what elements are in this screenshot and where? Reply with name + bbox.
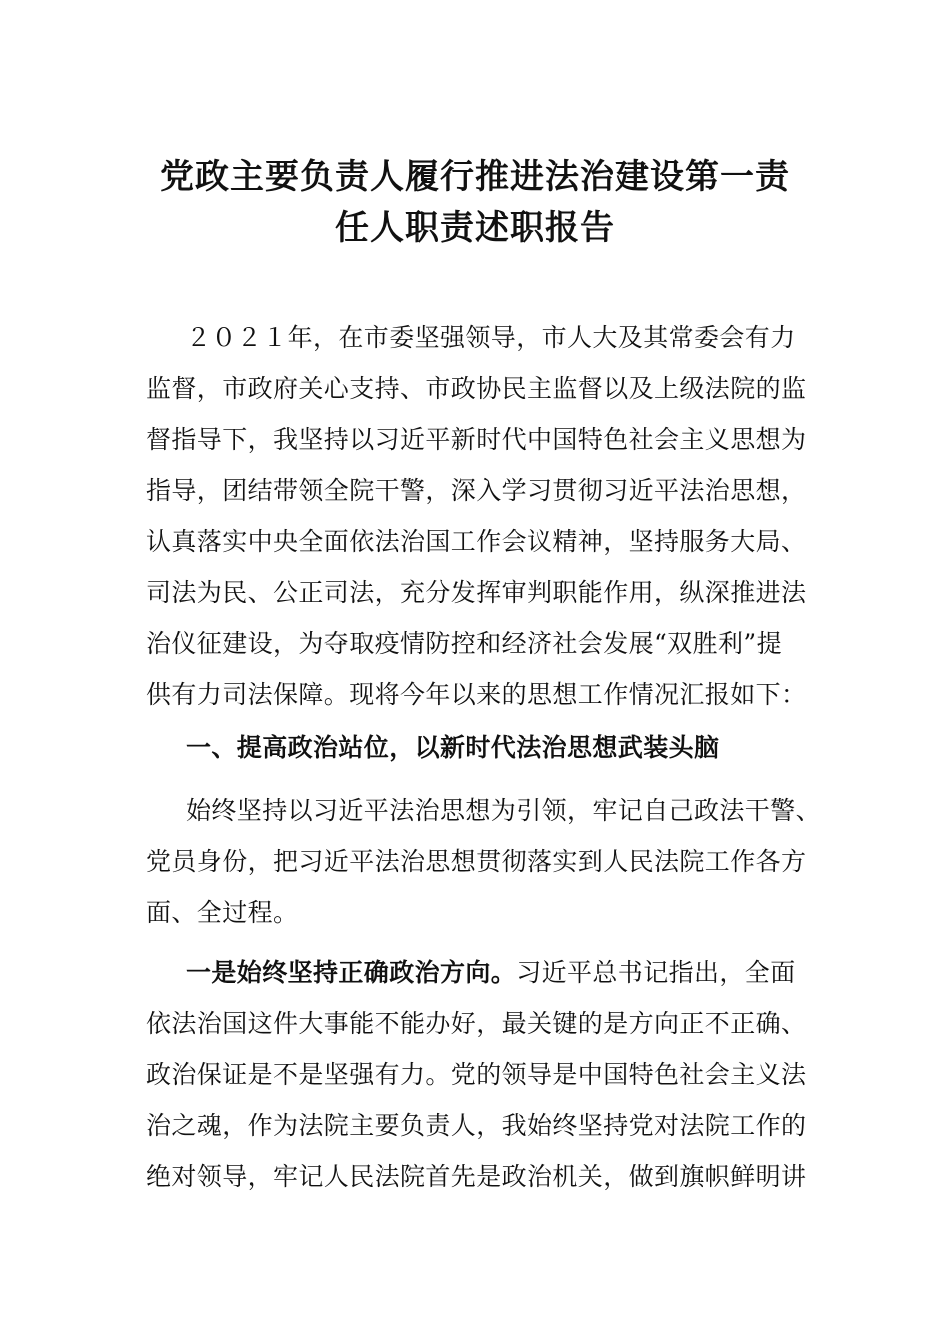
- section-1-heading: 一、提高政治站位，以新时代法治思想武装头脑: [186, 733, 720, 762]
- intro-line-7: 治仪征建设，为夺取疫情防控和经济社会发展“双胜利”提: [146, 629, 782, 658]
- point-1-line-3: 政治保证是不是坚强有力。党的领导是中国特色社会主义法: [146, 1060, 807, 1089]
- point-1-line-5: 绝对领导，牢记人民法院首先是政治机关，做到旗帜鲜明讲: [146, 1162, 807, 1191]
- point-1-line-4: 治之魂，作为法院主要负责人，我始终坚持党对法院工作的: [146, 1111, 807, 1140]
- point-1-line-2: 依法治国这件大事能不能办好，最关键的是方向正不正确、: [146, 1009, 807, 1038]
- point-1-line-1: [186, 960, 851, 985]
- section-1-line-3: 面、全过程。: [146, 898, 299, 927]
- document-title-line-2: 任人职责述职报告: [335, 208, 615, 248]
- intro-line-5: 认真落实中央全面依法治国工作会议精神，坚持服务大局、: [146, 527, 807, 556]
- point-1-lead: 一是始终坚持正确政治方向。: [186, 958, 517, 987]
- document-title-line-1: 党政主要负责人履行推进法治建设第一责: [160, 157, 790, 197]
- intro-line-8: 供有力司法保障。现将今年以来的思想工作情况汇报如下：: [146, 680, 807, 709]
- intro-line-1: ２０２１年，在市委坚强领导，市人大及其常委会有力: [186, 323, 796, 352]
- intro-line-6: 司法为民、公正司法，充分发挥审判职能作用，纵深推进法: [146, 578, 807, 607]
- section-1-line-2: 党员身份，把习近平法治思想贯彻落实到人民法院工作各方: [146, 847, 807, 876]
- intro-line-4: 指导，团结带领全院干警，深入学习贯彻习近平法治思想，: [146, 476, 807, 505]
- point-1-first-rest: 习近平总书记指出，全面: [516, 958, 796, 987]
- intro-line-3: 督指导下，我坚持以习近平新时代中国特色社会主义思想为: [146, 425, 807, 454]
- intro-line-2: 监督，市政府关心支持、市政协民主监督以及上级法院的监: [146, 374, 807, 403]
- section-1-line-1: 始终坚持以习近平法治思想为引领，牢记自己政法干警、: [186, 796, 822, 825]
